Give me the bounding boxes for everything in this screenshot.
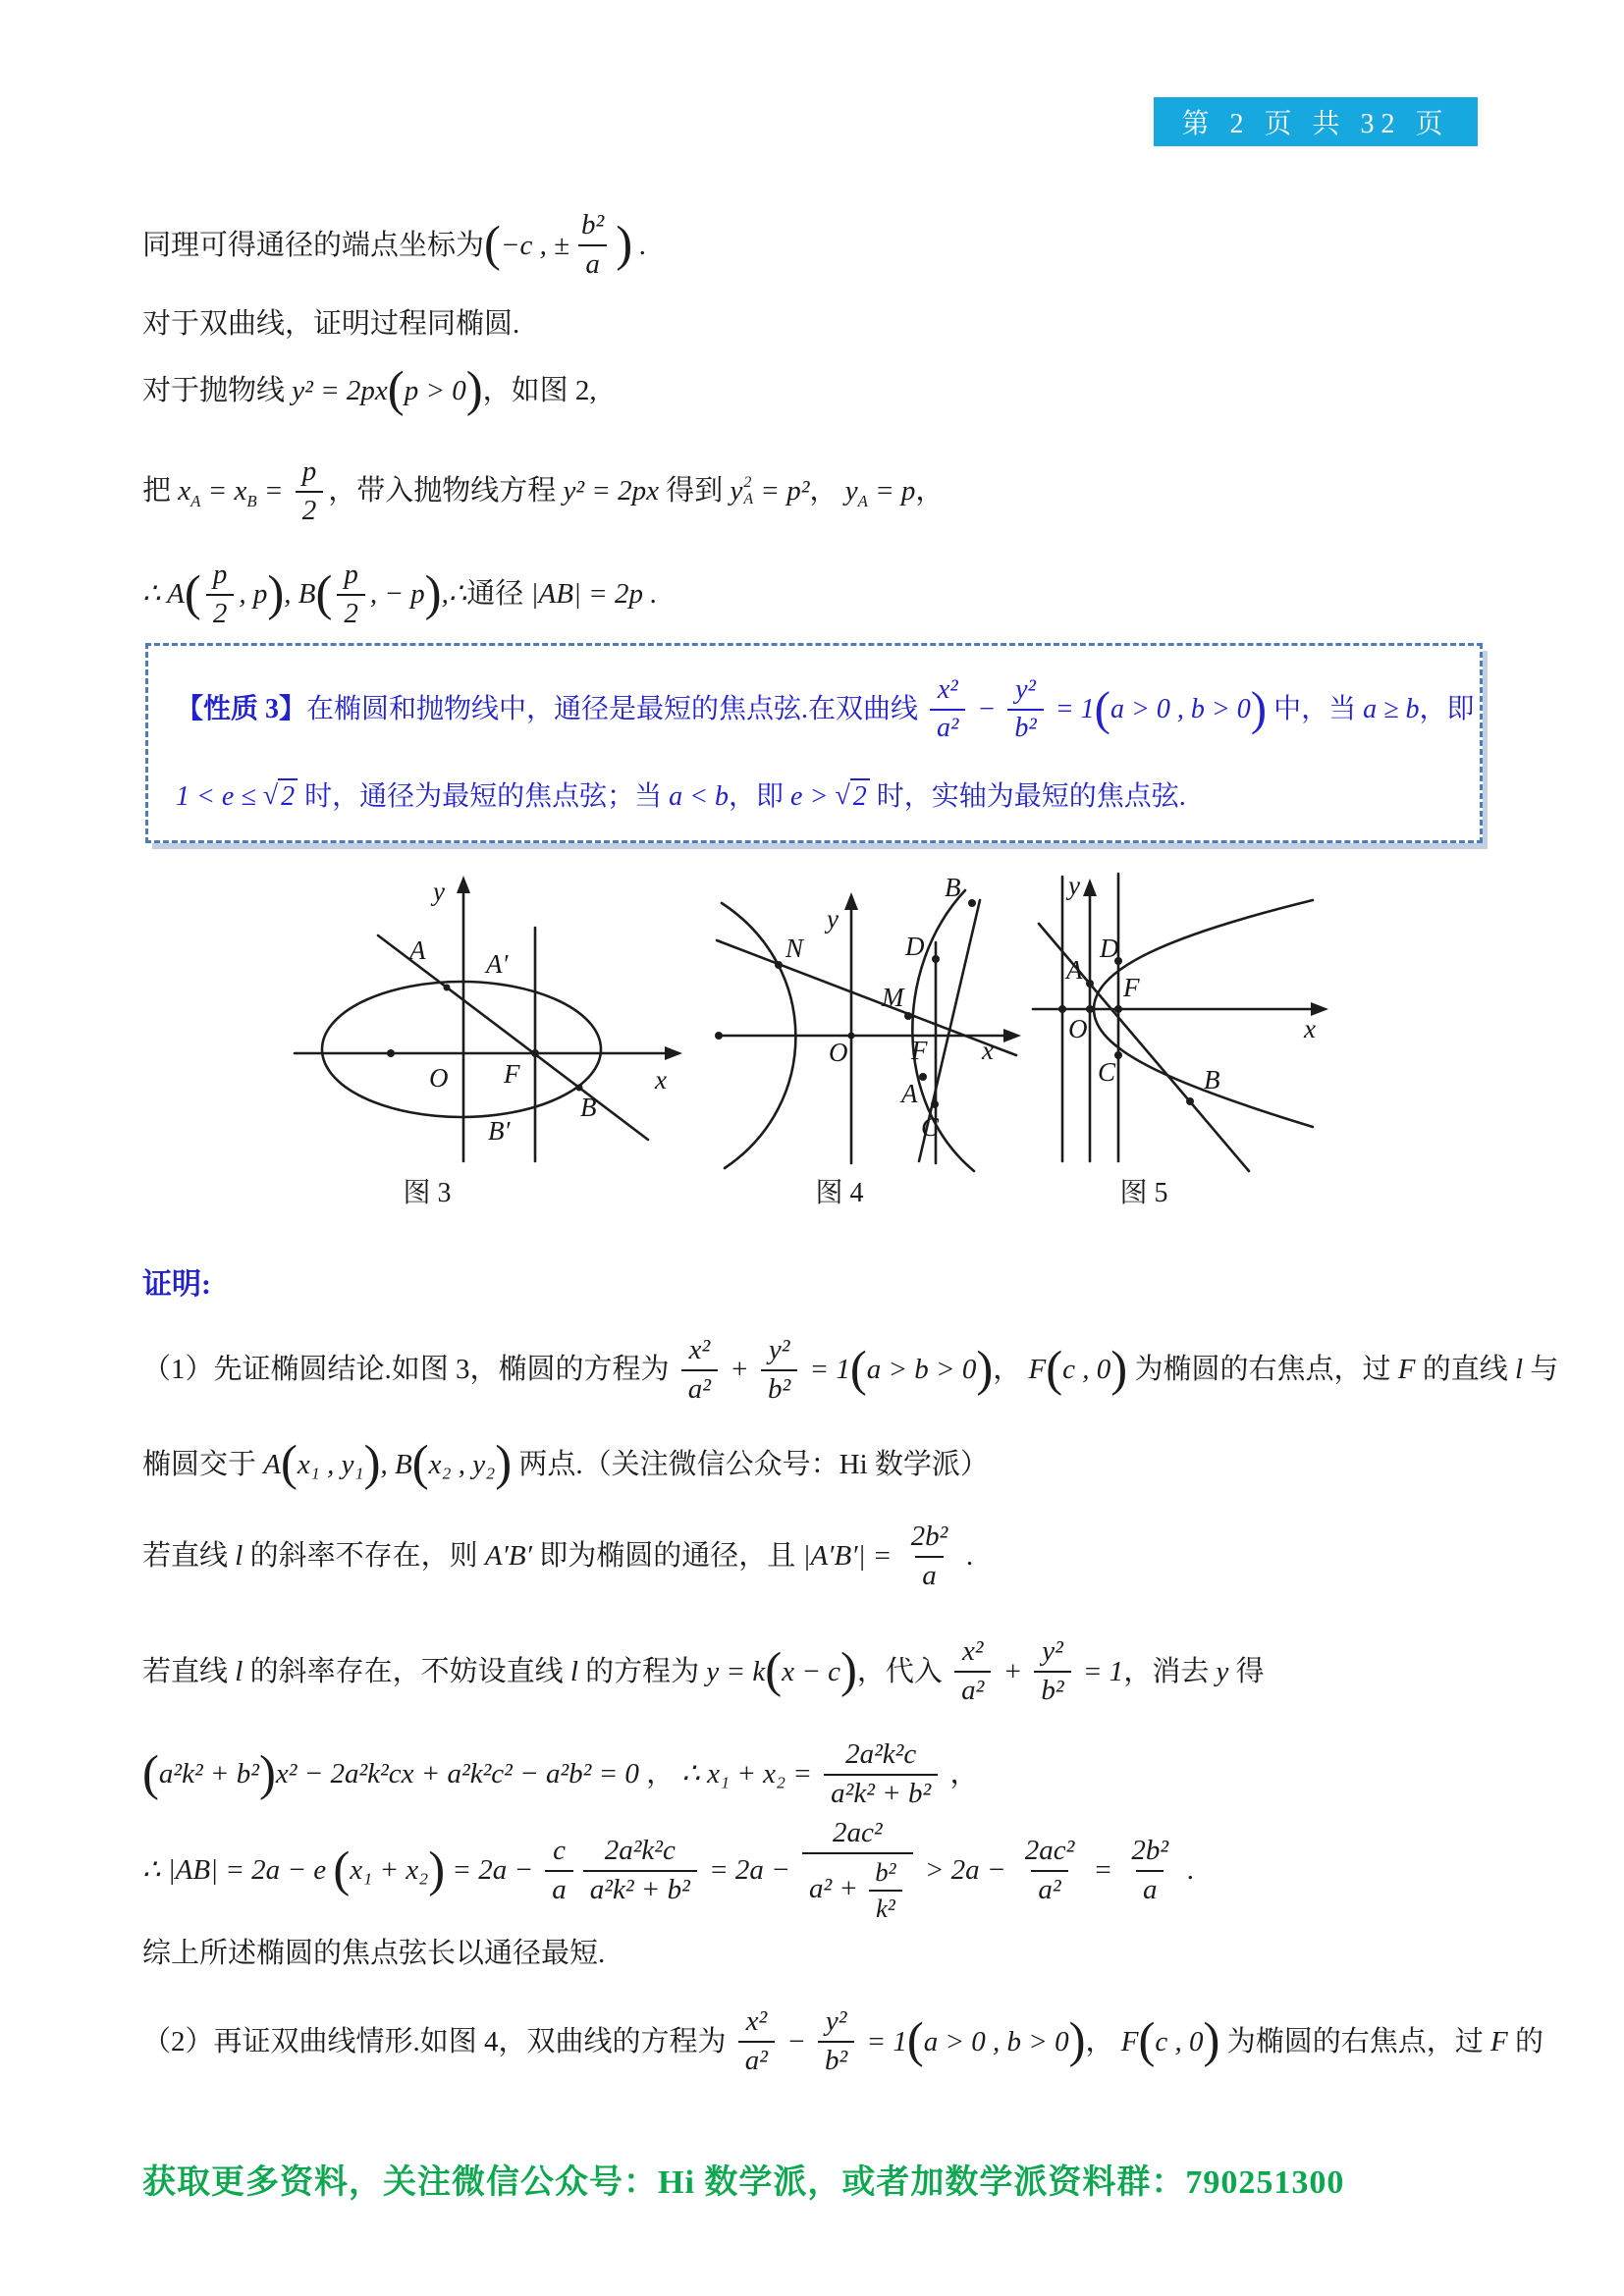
label-B-prime: B′ [488, 1116, 511, 1146]
figure-4-hyperbola-diagram [687, 849, 1041, 1178]
label-y: y [1068, 871, 1080, 900]
proof-line-5: ( a²k² + b² ) x² − 2a²k²cx + a²k²c² − a²b² = 0 ， ∴ x₁ + x₂ = $\frac{\text{2a²k²c}}{\text{a²k² + b²}}$ ， [142, 1737, 979, 1809]
line-latus-ab: ∴ A ( $\frac{p}{2}$ , p ) , B ( $\frac{p}{2}$ , − p ) ,∴ 通径 |AB| = 2p . [142, 558, 658, 629]
label-O: O [1068, 1014, 1088, 1043]
property-3-box [145, 643, 1483, 843]
label-x: x [655, 1065, 667, 1095]
property-3-line1: 【性质 3】 在椭圆和抛物线中，通径是最短的焦点弦.在双曲线 $\frac{\text{x²}}{\text{a²}}$ − $\frac{\text{y²}}{\text{b²}}$ = 1 ( a > 0 , b > 0 ) 中，当 a ≥ b ，即 [176, 673, 1475, 743]
x-axis-arrow [1003, 1029, 1021, 1042]
label-y: y [433, 877, 445, 906]
y-axis-arrow [457, 876, 470, 893]
label-F: F [911, 1036, 928, 1065]
figure-5-parabola-diagram [1021, 849, 1345, 1178]
label-B: B [580, 1093, 597, 1122]
figure-5-caption: 图 5 [1119, 1178, 1168, 1208]
label-A: A [409, 935, 426, 965]
label-C: C [921, 1112, 940, 1142]
y-axis-arrow [1083, 879, 1097, 896]
label-A: A [901, 1079, 918, 1108]
label-N: N [785, 934, 804, 963]
y-axis-arrow [844, 892, 858, 910]
proof-line-4: 若直线 l 的斜率存在，不妨设直线 l 的方程为 y = k ( x − c ) ，代入 $\frac{\text{x²}}{\text{a²}}$ + $\frac{\text{y²}}{\text{b²}}$ = 1 ，消去 y 得 [142, 1635, 1265, 1706]
label-C: C [1098, 1057, 1116, 1087]
line-latus-endpoints: 同理可得通径的端点坐标为 ( −c , ± $\frac{\text{b²}}{a}$ ) . [142, 209, 647, 280]
proof-line-8: （2）再证双曲线情形.如图 4，双曲线的方程为 $\frac{\text{x²}}{\text{a²}}$ − $\frac{\text{y²}}{\text{b²}}$ = 1 ( a > 0 , b > 0 ) ， F ( c , 0 ) 为椭圆的右焦点，过 F 的 [142, 2005, 1543, 2076]
proof-line-7: 综上所述椭圆的焦点弦长以通径最短. [142, 1938, 606, 1970]
figure-4-caption: 图 4 [815, 1178, 864, 1208]
label-O: O [429, 1063, 449, 1093]
label-x: x [982, 1036, 994, 1065]
page-number-badge: 第 2 页 共 32 页 [1154, 97, 1478, 146]
label-F: F [504, 1059, 520, 1089]
label-A: A [1066, 955, 1083, 985]
label-B: B [1204, 1065, 1220, 1095]
focal-chord-line [378, 935, 648, 1140]
footer-promo-text: 获取更多资料，关注微信公众号：Hi 数学派，或者加数学派资料群：790251300 [142, 2164, 1345, 2201]
figure-3-ellipse-diagram [260, 849, 682, 1178]
chord-line-NM [717, 940, 1016, 1055]
label-D: D [905, 932, 925, 961]
property-3-line2: 1 < e ≤ √ 2 时，通径为最短的焦点弦；当 a < b ，即 e > √ 2 时，实轴为最短的焦点弦. [176, 780, 1186, 813]
label-F: F [1123, 973, 1140, 1002]
label-O: O [829, 1038, 848, 1067]
line-substitute-x: 把 $x_A$ = $x_B$ = $\frac{p}{2}$ ，带入抛物线方程 y² = 2px 得到 y 2 A = p² ， $y_A$ = p ， [142, 454, 945, 526]
proof-line-6: ∴ |AB| = 2a − e ( x₁ + x₂ ) = 2a − $\frac{c}{a}$ $\frac{\text{2a²k²c}}{\text{a²k² + b²}}$ = 2a − 2ac² a² + $\frac{\text{b²}}{\text{k²}}$ > 2a − $\frac{\text{2ac²}}{\text{a²}}$ = $\frac{\text{2b²}}{a}$ . [142, 1816, 1195, 1923]
ellipse-curve [322, 982, 601, 1117]
proof-line-3: 若直线 l 的斜率不存在，则 A′B′ 即为椭圆的通径，且 |A′B′| = $\frac{\text{2b²}}{a}$ . [142, 1520, 974, 1591]
label-A-prime: A′ [486, 949, 509, 979]
figure-3-caption: 图 3 [403, 1178, 452, 1208]
proof-line-2: 椭圆交于 A ( x₁ , y₁ ) , B ( x₂ , y₂ ) 两点.（关注微信公众号：Hi 数学派） [142, 1435, 989, 1491]
line-parabola-eq: 对于抛物线 y² = 2px ( p > 0 ) ，如图 2, [142, 361, 597, 417]
label-D: D [1100, 934, 1119, 963]
label-M: M [882, 983, 904, 1012]
label-y: y [827, 904, 839, 934]
x-axis-arrow [665, 1046, 682, 1060]
proof-heading: 证明: [142, 1268, 211, 1301]
proof-line-1: （1）先证椭圆结论.如图 3，椭圆的方程为 $\frac{\text{x²}}{\text{a²}}$ + $\frac{\text{y²}}{\text{b²}}$ = 1 ( a > b > 0 ) ， F ( c , 0 ) 为椭圆的右焦点，过 F 的直线 l 与 [142, 1333, 1559, 1405]
line-hyperbola-note: 对于双曲线，证明过程同椭圆. [142, 307, 520, 340]
label-B: B [945, 873, 961, 902]
label-x: x [1304, 1014, 1316, 1043]
